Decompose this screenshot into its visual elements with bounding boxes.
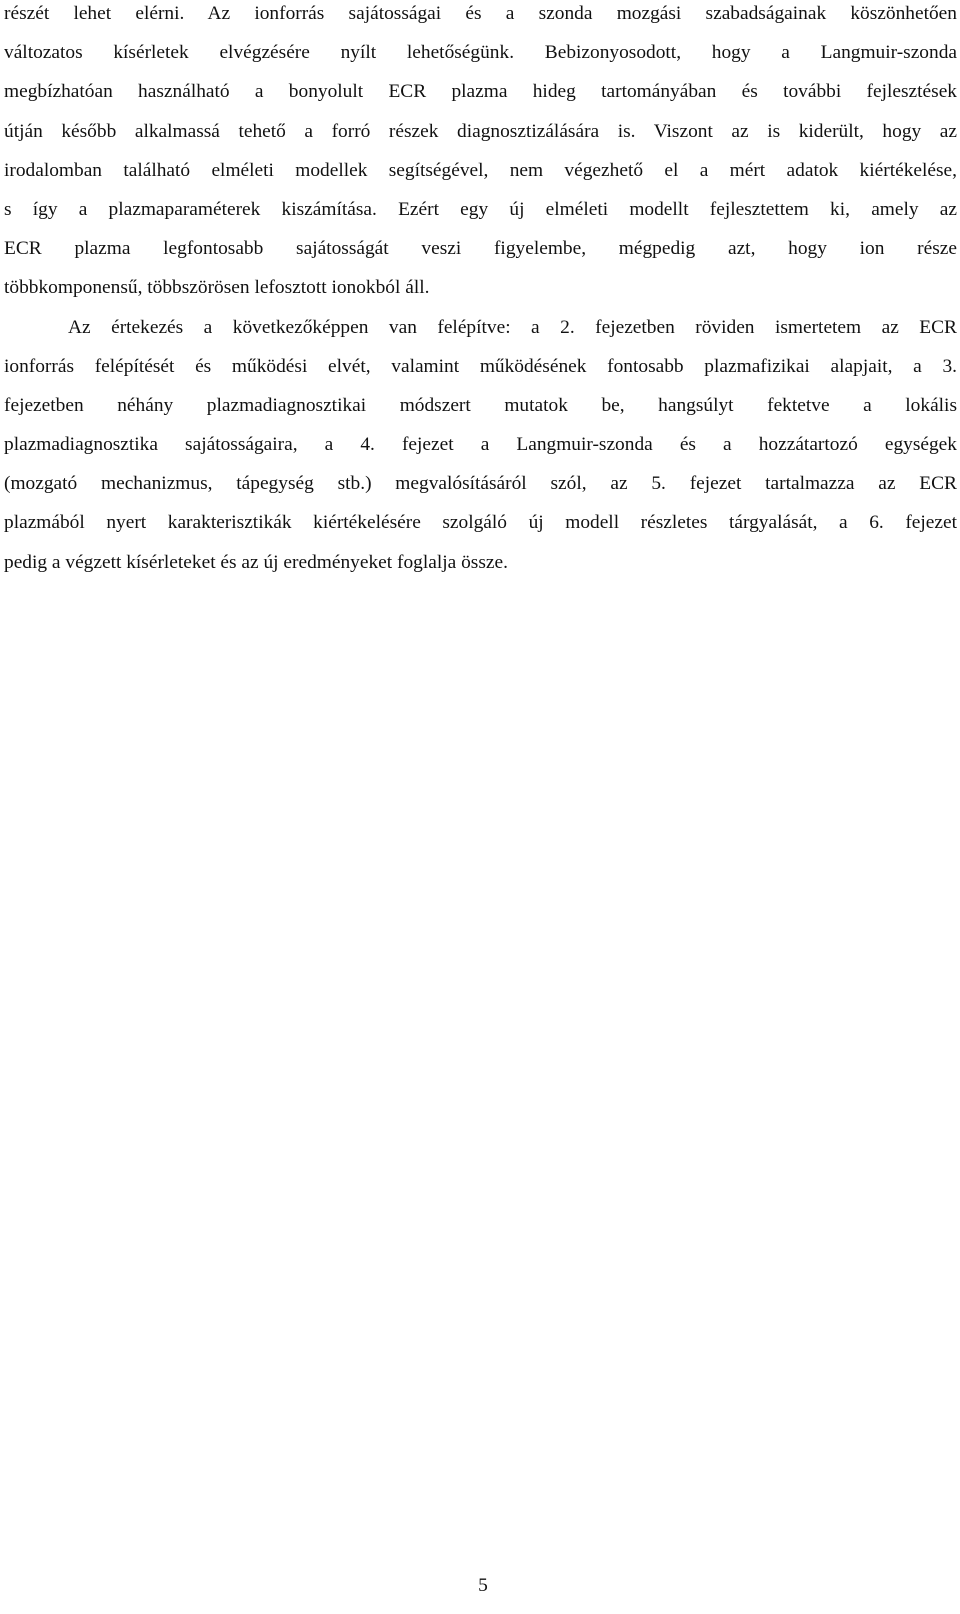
text-line: pedig a végzett kísérleteket és az új eredményeket foglalja össze. bbox=[4, 551, 508, 573]
text-line: megbízhatóan használható a bonyolult ECR plazma hideg tartományában és további fejlesztések bbox=[4, 81, 957, 103]
text-line: irodalomban található elméleti modellek segítségével, nem végezhető el a mért adatok kiértékelése, bbox=[4, 159, 957, 181]
text-line: Az értekezés a következőképpen van felépítve: a 2. fejezetben röviden ismertetem az ECR bbox=[68, 316, 957, 338]
text-line: részét lehet elérni. Az ionforrás sajátosságai és a szonda mozgási szabadságainak köszönhetően bbox=[4, 3, 957, 24]
paragraph-intro-results bbox=[4, 0, 957, 308]
text-line: fejezetben néhány plazmadiagnosztikai módszert mutatok be, hangsúlyt fektetve a lokális bbox=[4, 394, 957, 416]
text-line: ECR plazma legfontosabb sajátosságát veszi figyelembe, mégpedig azt, hogy ion része bbox=[4, 238, 957, 260]
text-line: s így a plazmaparaméterek kiszámítása. Ezért egy új elméleti modellt fejlesztettem ki, amely az bbox=[4, 198, 957, 220]
text-line: többkomponensű, többszörösen lefosztott ionokból áll. bbox=[4, 277, 430, 299]
document-page bbox=[4, 0, 957, 582]
text-line: változatos kísérletek elvégzésére nyílt lehetőségünk. Bebizonyosodott, hogy a Langmuir-szonda bbox=[4, 42, 957, 64]
text-line: (mozgató mechanizmus, tápegység stb.) megvalósításáról szól, az 5. fejezet tartalmazza az ECR bbox=[4, 473, 957, 495]
paragraph-thesis-structure bbox=[4, 308, 957, 582]
text-line: ionforrás felépítését és működési elvét, valamint működésének fontosabb plazmafizikai alapjait, a 3. bbox=[4, 355, 957, 377]
text-line: útján később alkalmassá tehető a forró részek diagnosztizálására is. Viszont az is kiderült, hogy az bbox=[4, 120, 957, 142]
page-number: 5 bbox=[478, 1575, 488, 1596]
text-line: plazmából nyert karakterisztikák kiértékelésére szolgáló új modell részletes tárgyalását, a 6. fejezet bbox=[4, 512, 957, 534]
text-line: plazmadiagnosztika sajátosságaira, a 4. fejezet a Langmuir-szonda és a hozzátartozó egységek bbox=[4, 434, 957, 456]
